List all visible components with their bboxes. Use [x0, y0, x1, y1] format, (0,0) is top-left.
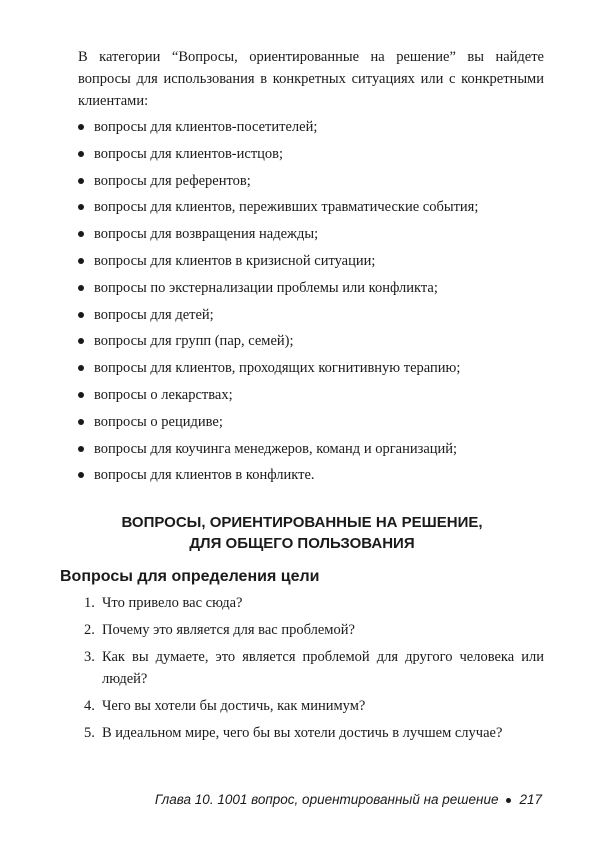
list-item-text: вопросы для детей;: [94, 306, 214, 323]
bullet-icon: [78, 204, 84, 210]
category-list: [64, 114, 554, 489]
intro-paragraph: В категории “Вопросы, ориентированные на решение” вы найдете вопросы для использования в конкретных ситуациях или с конкретными клиентами:: [78, 49, 544, 109]
list-item-text: вопросы для клиентов в кризисной ситуации;: [94, 252, 376, 269]
list-item-text: вопросы о рецидиве;: [94, 413, 223, 430]
list-item-text: вопросы для групп (пар, семей);: [94, 333, 294, 350]
bullet-icon: [78, 446, 84, 452]
bullet-icon: [78, 285, 84, 291]
list-item: [64, 328, 554, 355]
question-item: [76, 722, 544, 744]
list-item: [64, 355, 554, 382]
list-item-text: вопросы для клиентов-посетителей;: [94, 119, 318, 135]
list-item-text: вопросы для клиентов, переживших травматические события;: [94, 199, 479, 216]
bullet-icon: [78, 178, 84, 184]
list-item-text: вопросы для клиентов, проходящих когнитивную терапию;: [94, 360, 461, 377]
bullet-icon: [78, 258, 84, 264]
bullet-icon: [78, 419, 84, 425]
list-item: [64, 194, 554, 221]
question-item: [76, 695, 544, 717]
list-item-text: вопросы для возвращения надежды;: [94, 226, 319, 243]
list-item: [64, 409, 554, 436]
list-item: [64, 302, 554, 329]
list-item: [64, 382, 554, 409]
question-text: В идеальном мире, чего бы вы хотели достичь в лучшем случае?: [102, 725, 503, 741]
question-number: 2.: [84, 622, 95, 638]
bullet-icon: [78, 365, 84, 371]
list-item: [64, 168, 554, 195]
list-item-text: вопросы для клиентов-истцов;: [94, 145, 284, 162]
list-item-text: вопросы о лекарствах;: [94, 386, 233, 403]
list-item: [64, 221, 554, 248]
list-item: [64, 248, 554, 275]
list-item-text: вопросы по экстернализации проблемы или конфликта;: [94, 279, 438, 296]
bullet-icon: [78, 392, 84, 398]
list-item-text: вопросы для клиентов в конфликте.: [94, 467, 315, 484]
bullet-icon: [78, 338, 84, 344]
question-item: [76, 646, 544, 690]
chapter-title: Глава 10. 1001 вопрос, ориентированный на решение: [154, 792, 499, 807]
list-item-text: вопросы для коучинга менеджеров, команд и организаций;: [94, 440, 458, 457]
separator-dot-icon: [506, 798, 511, 803]
question-text: Чего вы хотели бы достичь, как минимум?: [102, 698, 366, 714]
list-item-text: вопросы для референтов;: [94, 172, 251, 189]
question-number: 4.: [84, 698, 95, 714]
question-item: [76, 592, 544, 614]
running-footer: [155, 791, 542, 809]
bullet-icon: [78, 231, 84, 237]
section-title-line-1: ВОПРОСЫ, ОРИЕНТИРОВАННЫЕ НА РЕШЕНИЕ,: [121, 514, 483, 531]
bullet-icon: [78, 312, 84, 318]
question-number: 5.: [84, 725, 95, 741]
bullet-icon: [78, 124, 84, 130]
question-number: 3.: [84, 649, 95, 665]
bullet-icon: [78, 151, 84, 157]
page-number: 217: [519, 792, 542, 807]
list-item: [64, 114, 554, 141]
question-text: Почему это является для вас проблемой?: [102, 622, 355, 638]
list-item: [64, 436, 554, 463]
question-text: Что привело вас сюда?: [102, 595, 243, 611]
list-item: [64, 141, 554, 168]
section-title-line-2: ДЛЯ ОБЩЕГО ПОЛЬЗОВАНИЯ: [189, 535, 415, 552]
list-item: [64, 275, 554, 302]
section-title: [60, 512, 544, 554]
bullet-icon: [78, 472, 84, 478]
questions-list: [76, 592, 544, 749]
list-item: [64, 462, 554, 489]
question-number: 1.: [84, 595, 95, 611]
question-text: Как вы думаете, это является проблемой для другого человека или людей?: [102, 649, 544, 687]
question-item: [76, 619, 544, 641]
subsection-title: Вопросы для определения цели: [60, 568, 320, 585]
